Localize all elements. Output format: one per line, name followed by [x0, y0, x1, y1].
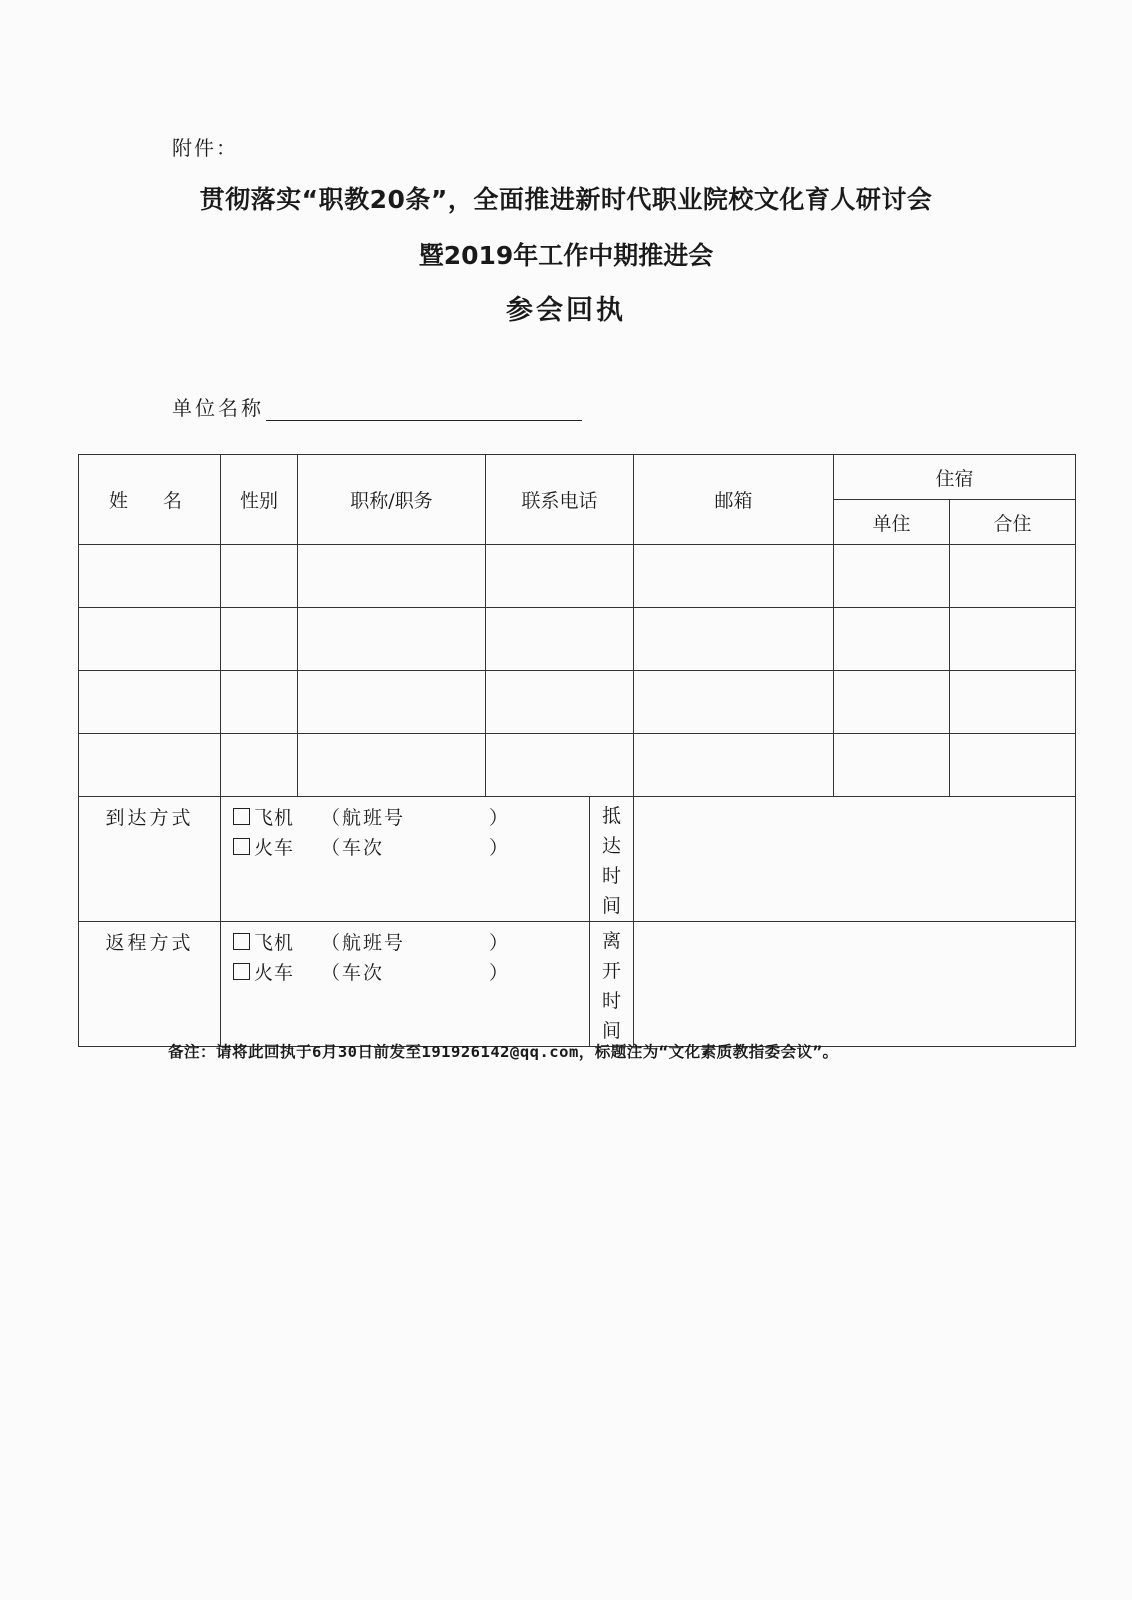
name-cell[interactable] — [79, 545, 221, 608]
single-cell[interactable] — [834, 608, 950, 671]
phone-cell[interactable] — [486, 734, 634, 797]
table-row — [79, 608, 1076, 671]
departure-time-cell[interactable] — [634, 922, 1076, 1047]
single-cell[interactable] — [834, 671, 950, 734]
departure-time-label: 离 开 时 间 — [590, 922, 634, 1047]
name-cell[interactable] — [79, 671, 221, 734]
return-row — [79, 922, 1076, 1047]
table-row — [79, 545, 1076, 608]
shared-cell[interactable] — [950, 545, 1076, 608]
shared-cell[interactable] — [950, 734, 1076, 797]
train-number-field: （车次 — [321, 837, 385, 859]
arrival-label: 到达方式 — [79, 797, 221, 922]
phone-cell[interactable] — [486, 671, 634, 734]
arrival-row — [79, 797, 1076, 922]
phone-cell[interactable] — [486, 608, 634, 671]
document-title-line3: 参会回执 — [506, 295, 626, 326]
single-cell[interactable] — [834, 545, 950, 608]
header-row — [79, 455, 1076, 500]
header-email: 邮箱 — [634, 455, 834, 545]
title-cell[interactable] — [298, 734, 486, 797]
table-row — [79, 671, 1076, 734]
remark-note: 备注：请将此回执于6月30日前发至191926142@qq.com，标题注为“文化素质教指委会议”。 — [168, 1043, 839, 1061]
unit-name-row — [172, 392, 582, 421]
title-cell[interactable] — [298, 608, 486, 671]
gender-cell[interactable] — [221, 734, 298, 797]
attachment-label: 附件： — [172, 136, 238, 160]
unit-name-label: 单位名称 — [172, 396, 264, 420]
header-phone: 联系电话 — [486, 455, 634, 545]
header-shared: 合住 — [950, 500, 1076, 545]
arrival-flight-option[interactable]: 飞机 （航班号 ） — [233, 803, 589, 833]
unit-name-field[interactable] — [266, 396, 582, 421]
arrival-time-label: 抵 达 时 间 — [590, 797, 634, 922]
document-title-line1: 贯彻落实“职教20条”，全面推进新时代职业院校文化育人研讨会 — [199, 185, 933, 214]
gender-cell[interactable] — [221, 671, 298, 734]
registration-table — [78, 454, 1076, 1047]
title-cell[interactable] — [298, 671, 486, 734]
arrival-options — [221, 797, 590, 922]
flight-number-field: （航班号 — [321, 807, 406, 829]
gender-cell[interactable] — [221, 608, 298, 671]
return-flight-option[interactable]: 飞机 （航班号 ） — [233, 928, 589, 958]
header-title: 职称/职务 — [298, 455, 486, 545]
phone-cell[interactable] — [486, 545, 634, 608]
flight-number-field: （航班号 — [321, 932, 406, 954]
return-options — [221, 922, 590, 1047]
flight-checkbox[interactable] — [233, 933, 250, 950]
train-number-field: （车次 — [321, 962, 385, 984]
return-label: 返程方式 — [79, 922, 221, 1047]
train-checkbox[interactable] — [233, 963, 250, 980]
document-title-line2: 暨2019年工作中期推进会 — [418, 241, 714, 270]
arrival-time-cell[interactable] — [634, 797, 1076, 922]
title-cell[interactable] — [298, 545, 486, 608]
header-lodging: 住宿 — [834, 455, 1076, 500]
gender-cell[interactable] — [221, 545, 298, 608]
table-row — [79, 734, 1076, 797]
email-cell[interactable] — [634, 671, 834, 734]
shared-cell[interactable] — [950, 671, 1076, 734]
name-cell[interactable] — [79, 734, 221, 797]
return-train-option[interactable]: 火车 （车次 ） — [233, 958, 589, 988]
flight-checkbox[interactable] — [233, 808, 250, 825]
single-cell[interactable] — [834, 734, 950, 797]
header-name: 姓 名 — [79, 455, 221, 545]
name-cell[interactable] — [79, 608, 221, 671]
arrival-train-option[interactable]: 火车 （车次 ） — [233, 833, 589, 863]
train-checkbox[interactable] — [233, 838, 250, 855]
header-single: 单住 — [834, 500, 950, 545]
email-cell[interactable] — [634, 545, 834, 608]
header-gender: 性别 — [221, 455, 298, 545]
email-cell[interactable] — [634, 734, 834, 797]
shared-cell[interactable] — [950, 608, 1076, 671]
email-cell[interactable] — [634, 608, 834, 671]
